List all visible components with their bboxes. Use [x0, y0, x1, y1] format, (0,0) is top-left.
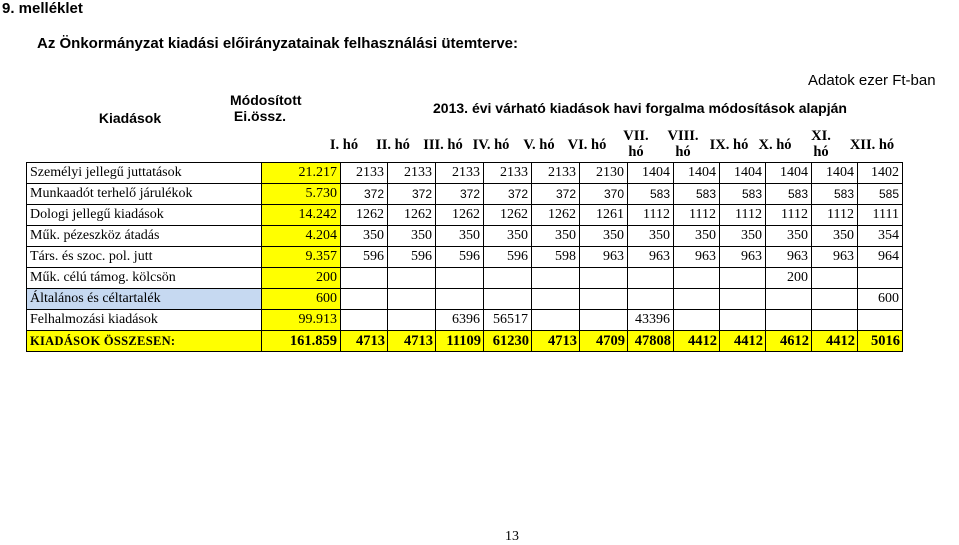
month-value-cell: [532, 268, 580, 289]
month-value-cell: [674, 289, 720, 310]
month-value-cell: 370: [580, 184, 628, 205]
month-value-cell: 1402: [858, 163, 903, 184]
row-total: 14.242: [262, 205, 341, 226]
month-value-cell: 1262: [484, 205, 532, 226]
month-value-cell: 963: [580, 247, 628, 268]
table-row: [27, 268, 903, 289]
month-value-cell: 372: [484, 184, 532, 205]
month-value-cell: [484, 289, 532, 310]
header-month-label: VI. hó: [567, 137, 607, 153]
header-month-12: [842, 137, 902, 153]
header-month-label: XII. hó: [849, 137, 895, 153]
month-value-cell: [720, 310, 766, 331]
month-value-cell: 1111: [858, 205, 903, 226]
month-value-cell: 4713: [341, 331, 388, 352]
month-value-cell: 2133: [436, 163, 484, 184]
month-value-cell: [436, 268, 484, 289]
month-value-cell: [532, 310, 580, 331]
row-label: Általános és céltartalék: [27, 289, 262, 310]
month-value-cell: 1404: [674, 163, 720, 184]
month-value-cell: 598: [532, 247, 580, 268]
month-value-cell: 963: [812, 247, 858, 268]
header-month-7: [613, 128, 659, 160]
month-value-cell: 350: [580, 226, 628, 247]
month-value-cell: [580, 268, 628, 289]
month-value-cell: 963: [628, 247, 674, 268]
month-value-cell: 350: [388, 226, 436, 247]
month-value-cell: 1112: [720, 205, 766, 226]
header-month-label: II. hó: [376, 137, 410, 153]
header-month-label: V. hó: [523, 137, 555, 153]
month-value-cell: 372: [532, 184, 580, 205]
month-value-cell: 4713: [388, 331, 436, 352]
month-value-cell: [388, 268, 436, 289]
month-value-cell: 5016: [858, 331, 903, 352]
header-month-11: [798, 128, 844, 160]
header-month-label: III. hó: [423, 137, 463, 153]
month-value-cell: [674, 310, 720, 331]
row-total: 4.204: [262, 226, 341, 247]
month-value-cell: 596: [388, 247, 436, 268]
table-row: [27, 163, 903, 184]
month-value-cell: 56517: [484, 310, 532, 331]
header-month-label: IX. hó: [709, 137, 749, 153]
month-value-cell: [812, 268, 858, 289]
month-value-cell: 1262: [341, 205, 388, 226]
month-value-cell: [580, 289, 628, 310]
month-value-cell: 2130: [580, 163, 628, 184]
month-value-cell: 1112: [812, 205, 858, 226]
header-month-label: I. hó: [329, 137, 359, 153]
table-row: [27, 226, 903, 247]
header-month-label-2: hó: [813, 144, 829, 160]
month-value-cell: [674, 268, 720, 289]
header-month-2: [370, 137, 416, 153]
row-label: Műk. célú támog. kölcsön: [27, 268, 262, 289]
row-total: 5.730: [262, 184, 341, 205]
month-value-cell: 350: [766, 226, 812, 247]
header-modositott-line2: Ei.össz.: [233, 108, 287, 124]
table-row: [27, 205, 903, 226]
month-value-cell: [532, 289, 580, 310]
month-value-cell: [720, 268, 766, 289]
month-value-cell: 596: [341, 247, 388, 268]
month-value-cell: 4612: [766, 331, 812, 352]
row-label: Műk. pézeszköz átadás: [27, 226, 262, 247]
row-total: 200: [262, 268, 341, 289]
month-value-cell: 2133: [388, 163, 436, 184]
month-value-cell: 600: [858, 289, 903, 310]
month-value-cell: [858, 310, 903, 331]
month-value-cell: [484, 268, 532, 289]
month-value-cell: [812, 289, 858, 310]
month-value-cell: 2133: [532, 163, 580, 184]
month-value-cell: 354: [858, 226, 903, 247]
month-value-cell: 1112: [674, 205, 720, 226]
header-month-4: [468, 137, 514, 153]
month-value-cell: 350: [674, 226, 720, 247]
month-value-cell: [766, 289, 812, 310]
row-label: KIADÁSOK ÖSSZESEN:: [27, 331, 262, 352]
month-value-cell: 583: [812, 184, 858, 205]
row-label: Munkaadót terhelő járulékok: [27, 184, 262, 205]
header-month-label: IV. hó: [472, 137, 510, 153]
document-subtitle: Az Önkormányzat kiadási előirányzatainak felhasználási ütemterve:: [37, 35, 519, 52]
month-value-cell: 350: [532, 226, 580, 247]
month-value-cell: 350: [484, 226, 532, 247]
month-value-cell: [341, 310, 388, 331]
header-monthly-title: 2013. évi várható kiadások havi forgalma módosítások alapján: [433, 100, 847, 116]
header-month-9: [706, 137, 752, 153]
header-month-5: [516, 137, 562, 153]
page-number: 13: [505, 529, 519, 544]
month-value-cell: [766, 310, 812, 331]
month-value-cell: 1262: [532, 205, 580, 226]
row-label: Dologi jellegű kiadások: [27, 205, 262, 226]
row-total: 600: [262, 289, 341, 310]
header-month-label-2: hó: [628, 144, 644, 160]
row-total: 161.859: [262, 331, 341, 352]
month-value-cell: 372: [388, 184, 436, 205]
month-value-cell: [858, 268, 903, 289]
header-month-label: X. hó: [758, 137, 792, 153]
month-value-cell: 1404: [812, 163, 858, 184]
header-month-10: [752, 137, 798, 153]
month-value-cell: 585: [858, 184, 903, 205]
month-value-cell: 11109: [436, 331, 484, 352]
month-value-cell: 1262: [388, 205, 436, 226]
month-value-cell: 200: [766, 268, 812, 289]
table-row: [27, 247, 903, 268]
table-row: [27, 310, 903, 331]
month-value-cell: 1404: [628, 163, 674, 184]
month-value-cell: 350: [720, 226, 766, 247]
header-kiadasok: Kiadások: [98, 110, 162, 126]
header-month-label: VIII.: [667, 128, 699, 144]
month-value-cell: 4713: [532, 331, 580, 352]
unit-note: Adatok ezer Ft-ban: [808, 72, 936, 89]
month-value-cell: 61230: [484, 331, 532, 352]
month-value-cell: 2133: [341, 163, 388, 184]
table-row: [27, 289, 903, 310]
header-month-label-2: hó: [675, 144, 691, 160]
row-label: Felhalmozási kiadások: [27, 310, 262, 331]
month-value-cell: 1261: [580, 205, 628, 226]
header-month-label: VII.: [623, 128, 649, 144]
month-value-cell: [388, 289, 436, 310]
month-value-cell: [812, 310, 858, 331]
header-month-8: [660, 128, 706, 160]
month-value-cell: 43396: [628, 310, 674, 331]
row-total: 9.357: [262, 247, 341, 268]
header-month-label: XI.: [811, 128, 831, 144]
month-value-cell: 4412: [720, 331, 766, 352]
month-value-cell: 4412: [674, 331, 720, 352]
month-value-cell: 963: [674, 247, 720, 268]
month-value-cell: 583: [674, 184, 720, 205]
month-value-cell: 372: [341, 184, 388, 205]
month-value-cell: 1404: [766, 163, 812, 184]
month-value-cell: 1112: [766, 205, 812, 226]
month-value-cell: [580, 310, 628, 331]
month-value-cell: 1404: [720, 163, 766, 184]
month-value-cell: 596: [436, 247, 484, 268]
row-label: Társ. és szoc. pol. jutt: [27, 247, 262, 268]
month-value-cell: 583: [628, 184, 674, 205]
month-value-cell: [341, 289, 388, 310]
month-value-cell: 964: [858, 247, 903, 268]
month-value-cell: [720, 289, 766, 310]
month-value-cell: 6396: [436, 310, 484, 331]
month-value-cell: 4412: [812, 331, 858, 352]
month-value-cell: 1112: [628, 205, 674, 226]
month-value-cell: 350: [628, 226, 674, 247]
month-value-cell: 350: [341, 226, 388, 247]
month-value-cell: [628, 268, 674, 289]
header-month-6: [564, 137, 610, 153]
row-total: 21.217: [262, 163, 341, 184]
row-label: Személyi jellegű juttatások: [27, 163, 262, 184]
header-modositott-line1: Módosított: [230, 92, 302, 108]
table-row: [27, 331, 903, 352]
month-value-cell: [436, 289, 484, 310]
row-total: 99.913: [262, 310, 341, 331]
expenditure-table: [26, 162, 903, 352]
month-value-cell: 1262: [436, 205, 484, 226]
table-row: [27, 184, 903, 205]
month-value-cell: 583: [766, 184, 812, 205]
month-value-cell: 2133: [484, 163, 532, 184]
table-body: [27, 163, 903, 352]
month-value-cell: 372: [436, 184, 484, 205]
month-value-cell: 350: [436, 226, 484, 247]
month-value-cell: 350: [812, 226, 858, 247]
header-month-1: [322, 137, 366, 153]
month-value-cell: [388, 310, 436, 331]
header-modositott: [230, 92, 302, 124]
header-month-3: [420, 137, 466, 153]
month-value-cell: 963: [766, 247, 812, 268]
annex-title: 9. melléklet: [2, 0, 83, 17]
month-value-cell: 4709: [580, 331, 628, 352]
month-value-cell: 963: [720, 247, 766, 268]
month-value-cell: [628, 289, 674, 310]
month-value-cell: 583: [720, 184, 766, 205]
month-value-cell: 47808: [628, 331, 674, 352]
month-value-cell: 596: [484, 247, 532, 268]
month-value-cell: [341, 268, 388, 289]
